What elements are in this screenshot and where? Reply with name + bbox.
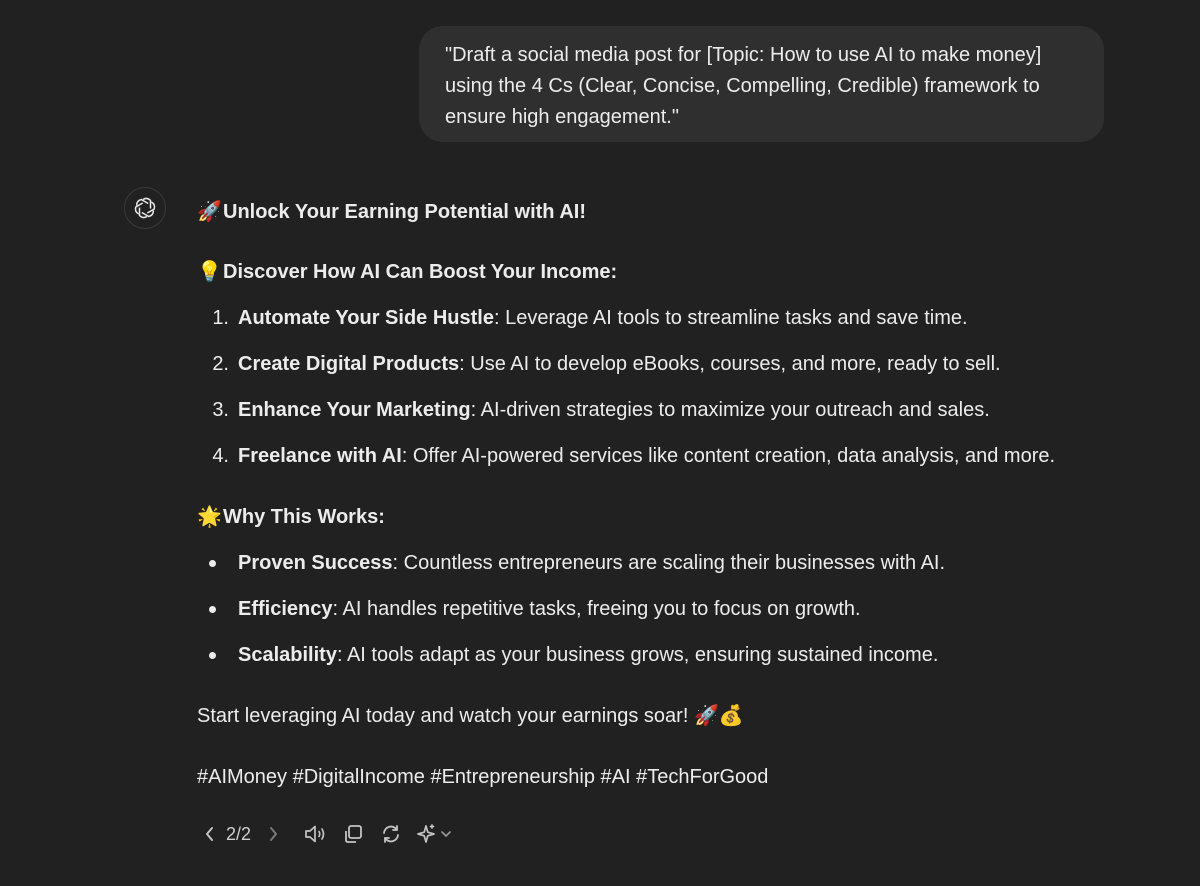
assistant-avatar — [124, 187, 166, 229]
closing-line — [197, 702, 744, 730]
sparkle-model-icon[interactable] — [413, 818, 439, 850]
bullet-item-text: : AI handles repetitive tasks, freeing you to focus on growth. — [332, 598, 861, 620]
list-number: 2. — [212, 353, 229, 375]
openai-logo-icon — [133, 196, 157, 220]
list-number: 1. — [212, 307, 229, 329]
chevron-right-icon[interactable] — [261, 818, 285, 850]
speaker-icon[interactable] — [299, 818, 331, 850]
list-item — [197, 350, 1001, 378]
section-heading-why — [197, 503, 385, 531]
bullet-item-title: Scalability — [238, 644, 337, 666]
list-item-title: Enhance Your Marketing — [238, 399, 471, 421]
lightbulb-emoji: 💡 — [197, 261, 222, 283]
list-item-text: : Offer AI-powered services like content creation, data analysis, and more. — [401, 445, 1056, 467]
response-title-text: Unlock Your Earning Potential with AI! — [223, 201, 586, 223]
bullet-item-text: : AI tools adapt as your business grows, ensuring sustained income. — [336, 644, 939, 666]
section-heading-text: Why This Works: — [223, 506, 385, 528]
star-emoji: 🌟 — [197, 506, 222, 528]
list-number: 3. — [212, 399, 229, 421]
user-message-line: using the 4 Cs (Clear, Concise, Compelling, Credible) framework to — [445, 75, 1040, 97]
bullet-item — [197, 595, 861, 623]
user-message-line: ensure high engagement." — [445, 106, 679, 128]
bullet-item — [197, 641, 938, 669]
response-title — [197, 198, 586, 226]
chevron-down-icon[interactable] — [439, 818, 453, 850]
list-item-title: Freelance with AI — [238, 445, 402, 467]
user-message-line: "Draft a social media post for [Topic: How to use AI to make money] — [445, 44, 1042, 66]
response-pager: 2/2 — [226, 823, 252, 844]
regenerate-icon[interactable] — [375, 818, 407, 850]
hashtags: #AIMoney #DigitalIncome #Entrepreneurship #AI #TechForGood — [197, 766, 769, 788]
bullet-item-title: Proven Success — [238, 552, 393, 574]
bullet-dot — [207, 595, 217, 623]
list-item-text: : Use AI to develop eBooks, courses, and more, ready to sell. — [459, 353, 1001, 375]
list-item-text: : Leverage AI tools to streamline tasks and save time. — [493, 307, 968, 329]
bullet-item — [197, 549, 945, 577]
bullet-item-title: Efficiency — [238, 598, 333, 620]
bullet-dot — [207, 641, 217, 669]
chevron-left-icon[interactable] — [198, 818, 222, 850]
list-item-title: Automate Your Side Hustle — [238, 307, 494, 329]
list-item-text: : AI-driven strategies to maximize your outreach and sales. — [470, 399, 990, 421]
list-item-title: Create Digital Products — [238, 353, 460, 375]
rocket-moneybag-emoji: 🚀💰 — [693, 705, 744, 727]
bullet-item-text: : Countless entrepreneurs are scaling their businesses with AI. — [392, 552, 946, 574]
rocket-emoji: 🚀 — [197, 201, 222, 223]
list-number: 4. — [212, 445, 229, 467]
user-message-bubble — [419, 26, 1104, 142]
section-heading-discover — [197, 258, 617, 286]
closing-text: Start leveraging AI today and watch your earnings soar! — [197, 705, 694, 727]
list-item — [197, 304, 968, 332]
section-heading-text: Discover How AI Can Boost Your Income: — [223, 261, 618, 283]
list-item — [197, 442, 1055, 470]
bullet-dot — [207, 549, 217, 577]
copy-icon[interactable] — [337, 818, 369, 850]
message-actions-toolbar — [198, 818, 453, 850]
list-item — [197, 396, 990, 424]
